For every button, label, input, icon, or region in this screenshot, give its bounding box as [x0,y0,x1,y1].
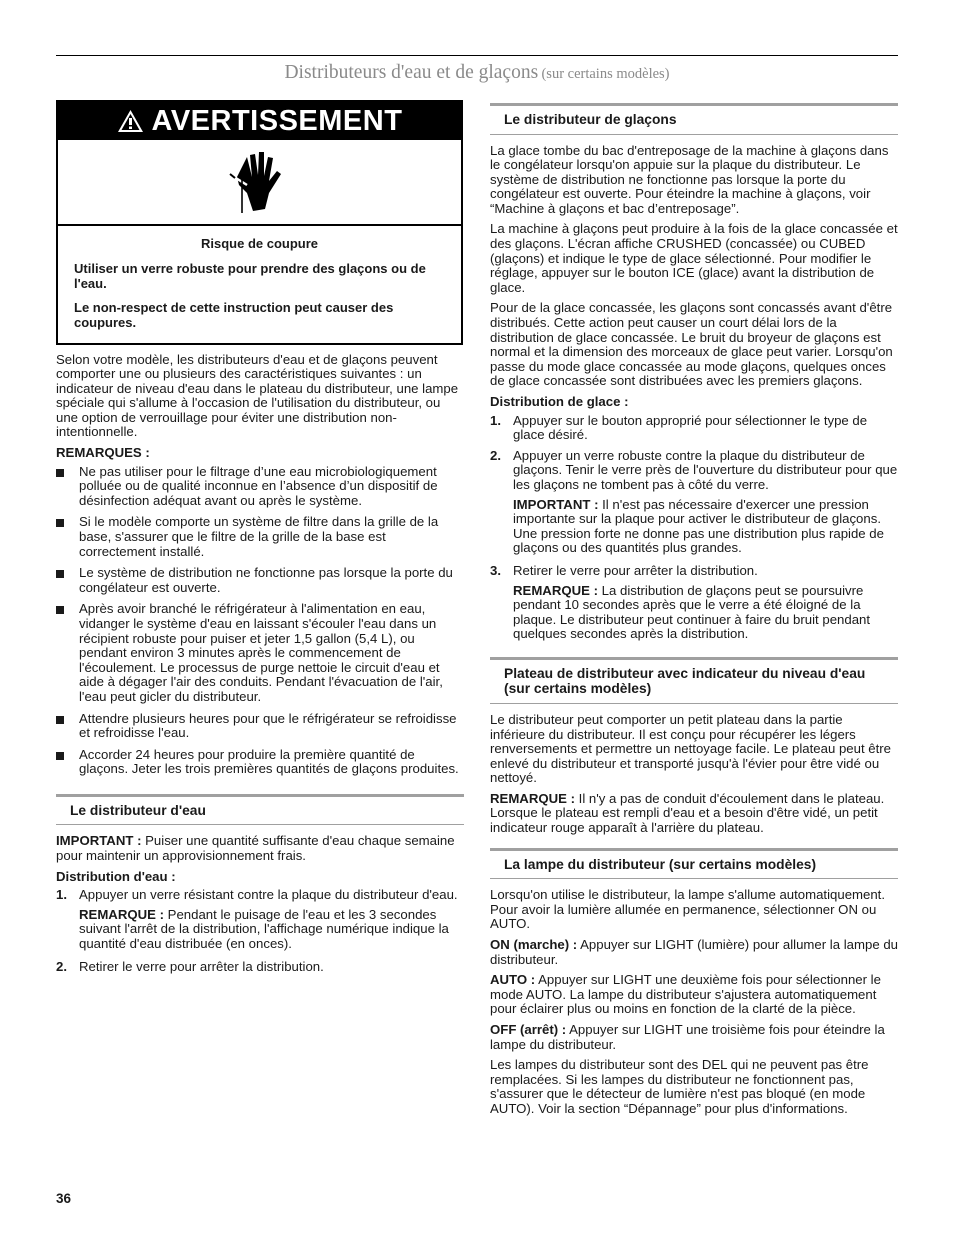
list-item: Accorder 24 heures pour produire la première quantité de glaçons. Jeter les trois premières quantités de glaçons produites. [56,748,464,777]
warning-line-1: Utiliser un verre robuste pour prendre des glaçons ou de l'eau. [74,260,426,291]
lamp-last-paragraph: Les lampes du distributeur sont des DEL qui ne peuvent pas être remplacées. Si les lampes du distributeur ne fonctionnent pas, s'assurer que le détecteur de lumière n'est pas bloqué (en mode AUTO). Voir la section “Dépannage” pour plus d'informations. [490,1057,869,1116]
lamp-on: ON (marche) : Appuyer sur LIGHT (lumière) pour allumer la lampe du distributeur. [490,936,898,967]
tray-paragraph: Le distributeur peut comporter un petit plateau dans la partie inférieure du distributeur. Il est conçu pour récupérer les légers renversements et permettre un nettoyage facile. Le plateau peut être enlevé du distributeur et transporté jusqu'à l'évier pour être vidé ou nettoyé. [490,711,891,786]
ice-paragraph-2: La machine à glaçons peut produire à la fois de la glace concassée et des glaçons. L'écran affiche CRUSHED (concassée) ou CUBED (glaçons) et indique le type de glace sélectionné. Pour modifier le réglage, appuyer sur le bouton ICE (glace) avant la distribution de glace. [490,221,898,295]
warning-line-2: Le non-respect de cette instruction peut causer des coupures. [74,299,394,330]
page-number: 36 [56,1191,72,1206]
warning-pictogram [58,140,461,226]
warning-risk: Risque de coupure [200,236,319,251]
list-item: Ne pas utiliser pour le filtrage d’une eau microbiologiquement polluée ou de qualité inconnue en l’absence d’un dispositif de désinfection adéquat avant ou après le système. [56,465,464,509]
ice-paragraph-1: La glace tombe du bac d'entreposage de la machine à glaçons dans le congélateur lorsqu'on appuie sur la plaque du distributeur. Le système de distribution ne fonctionne pas lorsque la porte du congélateur est ouverte. Pour éteindre la machine à glaçons, voir “Machine à glaçons et bac d’entreposage”. [490,142,889,216]
water-important: IMPORTANT : Puiser une quantité suffisante d'eau chaque semaine pour maintenir un approvisionnement frais. [56,833,455,864]
water-dispenser-heading: Le distributeur d'eau [56,794,464,826]
page-subtitle: (sur certains modèles) [541,66,670,82]
list-item: Après avoir branché le réfrigérateur à l'alimentation en eau, vidanger le système d'eau en laissant s'écouler l'eau dans un récipient robuste pour puiser et jeter 1,5 gallon (5,4 L), ou pendant environ 3 minutes après le commencement de l'écoulement. Le processus de purge nettoie le circuit d'eau et aide à dégager l'air des conduits. Pendant l'évacuation de l'air, l'eau peut gicler du distributeur. [56,602,464,704]
right-column [490,103,898,1122]
top-rule [56,55,898,56]
water-distribution-label: Distribution d'eau : [56,868,176,884]
list-item: 2. Appuyer un verre robuste contre la plaque du distributeur de glaçons. Tenir le verre près de l'ouverture du distributeur pour que les glaçons ne tombent pas à côté du verre. IMPORTANT : Il n'est pas nécessaire d'exercer une pression importante sur la plaque pour activer le distributeur de glaçons. Une pression forte ne donne pas une distribution plus rapide de glaçons ou des quantités plus grandes. [490,447,898,556]
intro-paragraph: Selon votre modèle, les distributeurs d'eau et de glaçons peuvent comporter une ou plusieurs des caractéristiques suivantes : un indicateur de niveau d'eau dans le plateau du distributeur, une lampe spéciale qui s'allume à l'occasion de l'utilisation du distributeur, ou une option de verrouillage pour éviter une distribution non-intentionnelle. [56,351,459,440]
ice-distribution-label: Distribution de glace : [490,394,629,409]
ice-dispenser-heading: Le distributeur de glaçons [490,103,898,135]
left-column [56,100,464,980]
warning-box [56,100,463,345]
page-header [0,62,954,83]
warning-header [58,102,461,140]
list-item: 3. Retirer le verre pour arrêter la distribution. REMARQUE : La distribution de glaçons peut se poursuivre pendant 10 secondes après que le verre a été éloigné de la plaque. Le distributeur peut continuer à faire du bruit pendant quelques secondes après la distribution. [490,562,871,642]
remarques-label: REMARQUES : [56,445,150,461]
page-title: Distributeurs d'eau et de glaçons [284,62,539,83]
warning-text [58,226,461,343]
list-item: Attendre plusieurs heures pour que le réfrigérateur se refroidisse et refroidisse l'eau. [56,712,464,741]
tray-heading: Plateau de distributeur avec indicateur du niveau d'eau (sur certains modèles) [490,657,898,704]
water-steps [56,888,464,974]
list-item: Si le modèle comporte un système de filtre dans la grille de la base, s'assurer que le filtre de la grille de la base est correctement installé. [56,515,464,559]
warning-triangle-icon [117,109,144,133]
lamp-auto: AUTO : Appuyer sur LIGHT une deuxième fois pour sélectionner le mode AUTO. La lampe du distributeur s'ajustera automatiquement pour éclairer plus ou moins en fonction de la clarté de la pièce. [490,972,881,1017]
list-item: 1. Appuyer un verre résistant contre la plaque du distributeur d'eau. REMARQUE : Pendant le puisage de l'eau et les 3 secondes suivant l'arrêt de la distribution, l'affichage numérique indique la quantité d'eau distribuée (en onces). [56,887,458,951]
remarques-list [56,465,464,777]
lamp-heading: La lampe du distributeur (sur certains modèles) [490,848,898,880]
ice-steps [490,414,898,642]
lamp-off: OFF (arrêt) : Appuyer sur LIGHT une troisième fois pour éteindre la lampe du distributeur. [490,1021,885,1052]
ice-paragraph-3: Pour de la glace concassée, les glaçons sont concassés avant d'être distribués. Cette action peut causer un court délai lors de la distribution de glace concassée. Le bruit du broyeur de glaçons est normal et la dimension des morceaux de glace peut varier. Lorsqu'on passe du mode glace concassée au mode glaçons, quelques onces de glace concassée sont distribuées avec les premiers glaçons. [490,300,893,389]
warning-title: AVERTISSEMENT [151,104,403,137]
hand-cut-icon [225,147,295,217]
list-item: 1. Appuyer sur le bouton approprié pour sélectionner le type de glace désiré. [490,412,868,443]
tray-note: REMARQUE : Il n'y a pas de conduit d'écoulement dans le plateau. Lorsque le plateau est rempli d'eau et a besoin d'être vidé, un petit indicateur rouge apparaît à l'arrière du plateau. [490,790,885,836]
list-item: Le système de distribution ne fonctionne pas lorsque la porte du congélateur est ouverte. [56,566,464,595]
lamp-paragraph: Lorsqu'on utilise le distributeur, la lampe s'allume automatiquement. Pour avoir la lumière allumée en permanence, sélectionner ON ou AUTO. [490,887,886,932]
list-item: 2. Retirer le verre pour arrêter la distribution. [56,958,324,974]
